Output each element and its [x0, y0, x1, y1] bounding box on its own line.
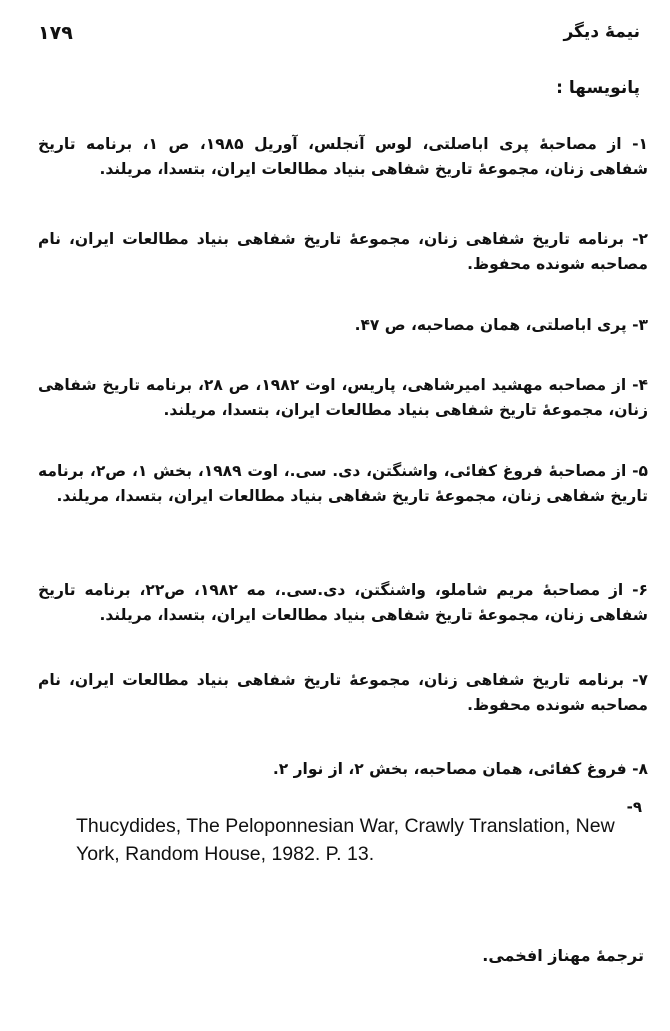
page-number: ۱۷۹	[38, 22, 73, 44]
running-title: نیمهٔ دیگر	[563, 22, 640, 42]
footnote-4: ۴- از مصاحبه مهشید امیرشاهی، پاریس، اوت ۱۹۸۲، ص ۲۸، برنامه تاریخ شفاهی زنان، مجموعهٔ تاریخ شفاهی بنیاد مطالعات ایران، بتسدا، مریلند.	[38, 376, 648, 419]
footnote-8: ۸- فروغ کفائی، همان مصاحبه، بخش ۲، از نوار ۲.	[272, 760, 648, 778]
section-heading: پانویسها :	[556, 78, 640, 98]
footnote-7: ۷- برنامه تاریخ شفاهی زنان، مجموعهٔ تاریخ شفاهی بنیاد مطالعات ایران، نام مصاحبه شونده محفوظ.	[38, 671, 648, 714]
footnote-5: ۵- از مصاحبهٔ فروغ کفائی، واشنگتن، دی. سی.، اوت ۱۹۸۹، بخش ۱، ص۲، برنامه تاریخ شفاهی زنان، مجموعهٔ تاریخ شفاهی بنیاد مطالعات ایران، بتسدا، مریلند.	[38, 462, 648, 505]
footnote-6: ۶- از مصاحبهٔ مریم شاملو، واشنگتن، دی.سی.، مه ۱۹۸۲، ص۲۲، برنامه تاریخ شفاهی زنان، مجموعهٔ تاریخ شفاهی بنیاد مطالعات ایران، بتسدا، مریلند.	[38, 581, 648, 624]
translator-credit: ترجمهٔ مهناز افخمی.	[482, 946, 644, 965]
footnote-3: ۳- پری اباصلتی، همان مصاحبه، ص ۴۷.	[354, 316, 648, 334]
footnote-9-english-citation: Thucydides, The Peloponnesian War, Crawly Translation, New York, Random House, 1982. P. 13.	[76, 815, 615, 865]
footnote-9-number: ۹-	[626, 798, 642, 816]
footnote-1: ۱- از مصاحبهٔ پری اباصلتی، لوس آنجلس، آوریل ۱۹۸۵، ص ۱، برنامه تاریخ شفاهی زنان، مجموعهٔ تاریخ شفاهی بنیاد مطالعات ایران، بتسدا، مریلند.	[38, 135, 648, 178]
footnote-2: ۲- برنامه تاریخ شفاهی زنان، مجموعهٔ تاریخ شفاهی بنیاد مطالعات ایران، نام مصاحبه شونده محفوظ.	[38, 230, 648, 273]
